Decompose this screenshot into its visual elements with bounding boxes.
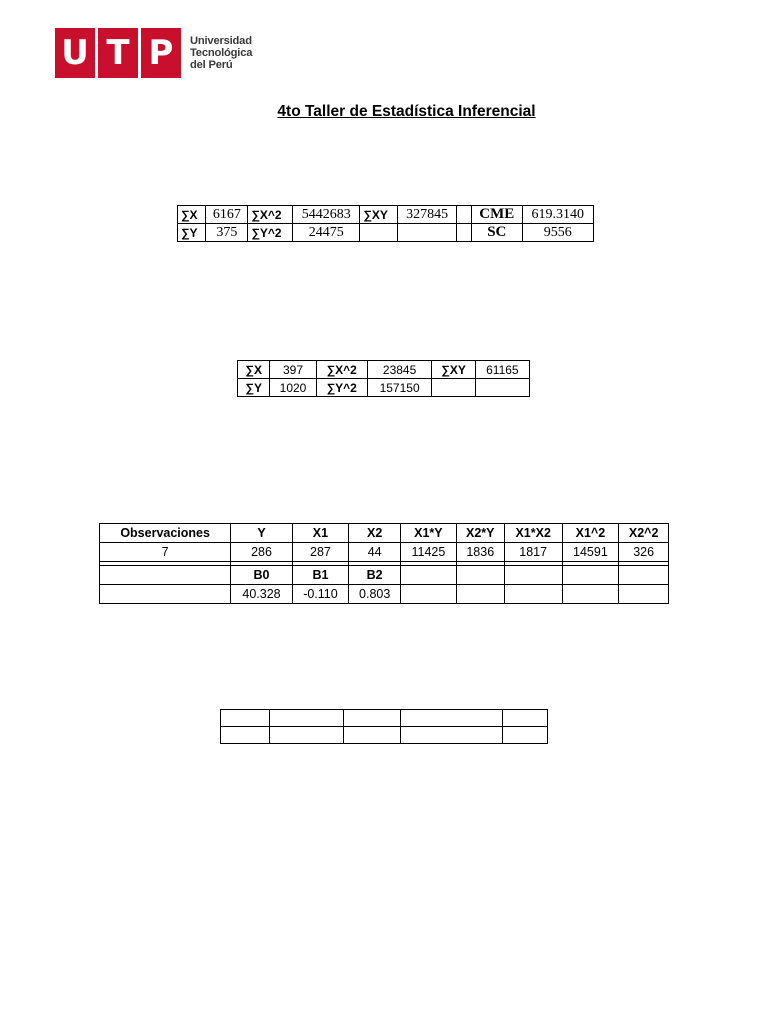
table-cell: ∑XY: [360, 206, 398, 224]
table-cell: [619, 585, 669, 604]
table-cell: 40.328: [231, 585, 292, 604]
table-cell: 44: [349, 543, 401, 562]
table-cell: ∑X: [178, 206, 206, 224]
table-cell: ∑Y: [178, 224, 206, 242]
table-cell: CME: [472, 206, 522, 224]
table-cell: [401, 727, 503, 744]
table-header-row: [100, 524, 669, 543]
table-row: [100, 566, 669, 585]
table-cell: 1836: [456, 543, 504, 562]
table-row: [178, 206, 594, 224]
table-cell: ∑X^2: [248, 206, 293, 224]
table-cell: 24475: [293, 224, 360, 242]
table-cell: 326: [619, 543, 669, 562]
table-cell: [432, 379, 475, 397]
table-cell: [401, 566, 456, 585]
column-header: X2^2: [619, 524, 669, 543]
table-cell: 1020: [270, 379, 316, 397]
sums-table-2: [237, 360, 530, 397]
logo-name-line-1: Universidad: [190, 35, 252, 47]
logo-letter-p: P: [141, 28, 181, 78]
utp-logo: [55, 28, 252, 78]
column-header: Y: [231, 524, 292, 543]
column-header: X1: [292, 524, 348, 543]
table-cell: 287: [292, 543, 348, 562]
table-cell: [502, 727, 547, 744]
table-row: [238, 361, 530, 379]
logo-name-line-2: Tecnológica: [190, 47, 253, 59]
table-cell: 397: [270, 361, 316, 379]
column-header: X1*X2: [504, 524, 562, 543]
table-cell: B1: [292, 566, 348, 585]
table-row: [100, 585, 669, 604]
table-cell: 286: [231, 543, 292, 562]
table-row: [221, 710, 548, 727]
table-cell: 9556: [522, 224, 594, 242]
table-cell: [457, 224, 472, 242]
column-header: X1*Y: [401, 524, 456, 543]
table-cell: [343, 727, 400, 744]
table-cell: [456, 585, 504, 604]
table-row: [100, 543, 669, 562]
table-row: [238, 379, 530, 397]
table-cell: 1817: [504, 543, 562, 562]
table-cell: [562, 585, 619, 604]
table-cell: [562, 566, 619, 585]
table-cell: [619, 566, 669, 585]
table-cell: [343, 710, 400, 727]
table-cell: 7: [100, 543, 231, 562]
table-cell: [401, 585, 456, 604]
table-cell: [401, 710, 503, 727]
table-cell: [221, 727, 270, 744]
table-row: [178, 224, 594, 242]
table-cell: B2: [349, 566, 401, 585]
column-header: X2*Y: [456, 524, 504, 543]
table-cell: [398, 224, 457, 242]
table-cell: 6167: [206, 206, 248, 224]
column-header: Observaciones: [100, 524, 231, 543]
table-cell: [360, 224, 398, 242]
table-cell: B0: [231, 566, 292, 585]
table-cell: [456, 566, 504, 585]
empty-table: [220, 709, 548, 744]
table-cell: [504, 585, 562, 604]
logo-letter-t: T: [98, 28, 138, 78]
table-cell: ∑X: [238, 361, 270, 379]
table-cell: [502, 710, 547, 727]
page-title: 4to Taller de Estadística Inferencial: [277, 103, 536, 120]
table-cell: 157150: [367, 379, 432, 397]
table-cell: 0.803: [349, 585, 401, 604]
logo-letter-u: U: [55, 28, 95, 78]
table-cell: ∑Y^2: [248, 224, 293, 242]
table-cell: ∑Y^2: [316, 379, 367, 397]
table-cell: [475, 379, 529, 397]
table-cell: ∑Y: [238, 379, 270, 397]
table-row: [221, 727, 548, 744]
sums-table-1: [177, 205, 594, 242]
table-cell: ∑XY: [432, 361, 475, 379]
table-cell: [100, 566, 231, 585]
column-header: X1^2: [562, 524, 619, 543]
table-cell: [221, 710, 270, 727]
table-cell: [457, 206, 472, 224]
table-cell: -0.110: [292, 585, 348, 604]
observations-table: [99, 523, 669, 604]
table-cell: SC: [472, 224, 522, 242]
table-cell: 375: [206, 224, 248, 242]
table-cell: [270, 710, 343, 727]
table-cell: [100, 585, 231, 604]
logo-name-line-3: del Perú: [190, 59, 233, 71]
logo-university-name: [190, 28, 252, 78]
table-cell: [504, 566, 562, 585]
table-cell: 14591: [562, 543, 619, 562]
table-cell: 23845: [367, 361, 432, 379]
table-cell: 11425: [401, 543, 456, 562]
table-cell: 619.3140: [522, 206, 594, 224]
column-header: X2: [349, 524, 401, 543]
table-cell: ∑X^2: [316, 361, 367, 379]
table-cell: [270, 727, 343, 744]
table-cell: 327845: [398, 206, 457, 224]
table-cell: 61165: [475, 361, 529, 379]
table-cell: 5442683: [293, 206, 360, 224]
